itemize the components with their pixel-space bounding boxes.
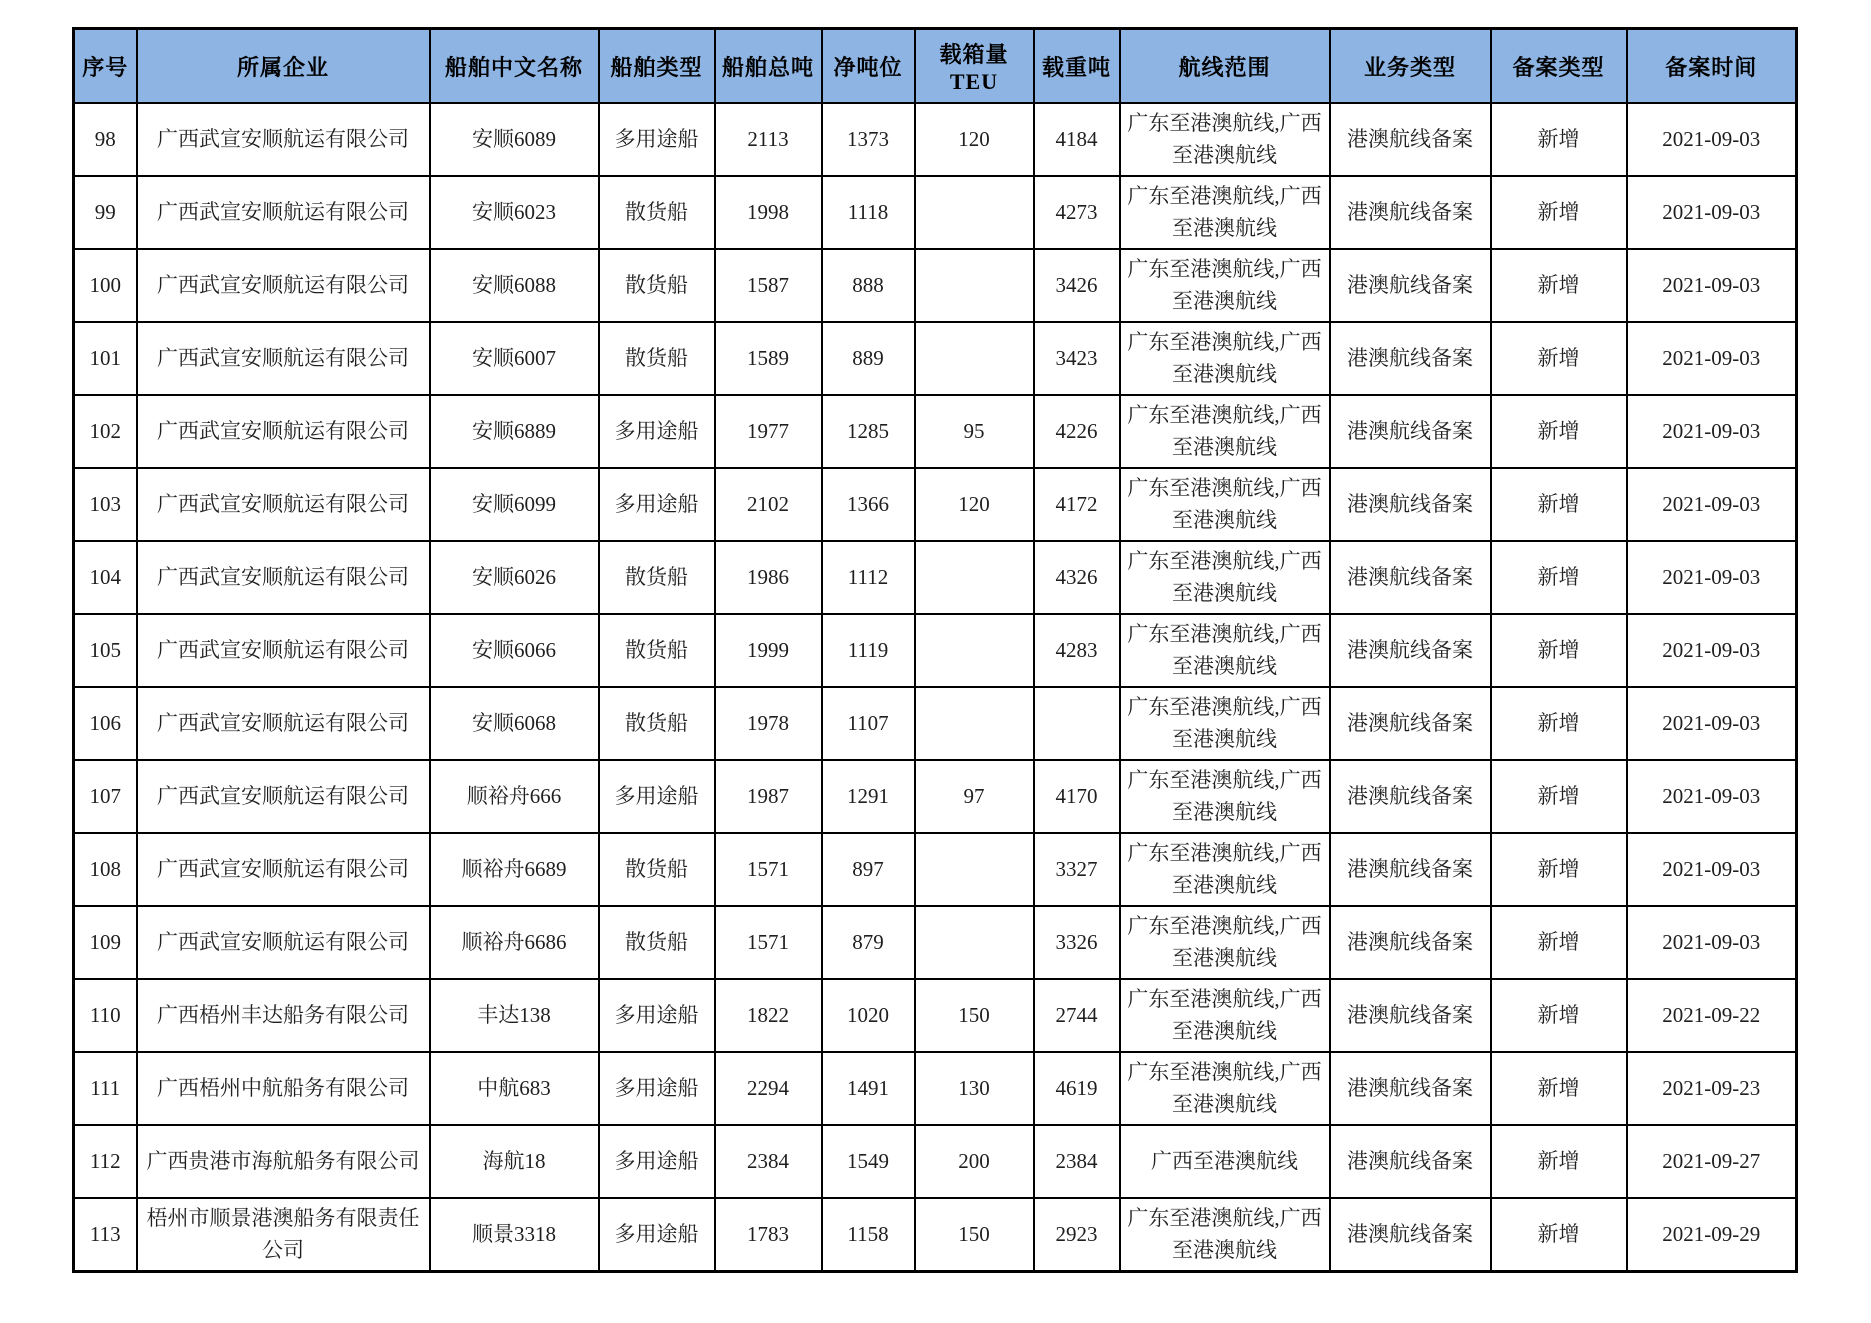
cell-gross-tonnage: 1589 <box>715 322 822 395</box>
cell-seq: 99 <box>74 176 137 249</box>
cell-deadweight: 4619 <box>1034 1052 1120 1125</box>
cell-seq: 98 <box>74 103 137 176</box>
table-row <box>74 395 1797 468</box>
cell-company: 梧州市顺景港澳船务有限责任公司 <box>137 1198 430 1272</box>
cell-teu: 200 <box>915 1125 1034 1198</box>
cell-teu <box>915 906 1034 979</box>
cell-route: 广东至港澳航线,广西至港澳航线 <box>1120 614 1330 687</box>
cell-teu: 120 <box>915 103 1034 176</box>
cell-seq: 102 <box>74 395 137 468</box>
cell-ship-type: 多用途船 <box>599 468 715 541</box>
cell-route: 广东至港澳航线,广西至港澳航线 <box>1120 760 1330 833</box>
cell-filing-type: 新增 <box>1491 1198 1627 1272</box>
cell-filing-type: 新增 <box>1491 541 1627 614</box>
cell-company: 广西武宣安顺航运有限公司 <box>137 541 430 614</box>
cell-ship-name: 海航18 <box>430 1125 599 1198</box>
cell-filing-type: 新增 <box>1491 395 1627 468</box>
cell-filing-date: 2021-09-23 <box>1627 1052 1797 1125</box>
cell-ship-type: 散货船 <box>599 614 715 687</box>
cell-gross-tonnage: 2102 <box>715 468 822 541</box>
cell-business-type: 港澳航线备案 <box>1330 687 1491 760</box>
table-row <box>74 103 1797 176</box>
cell-route: 广东至港澳航线,广西至港澳航线 <box>1120 103 1330 176</box>
header-cell-business-type: 业务类型 <box>1330 29 1491 104</box>
cell-seq: 108 <box>74 833 137 906</box>
cell-gross-tonnage: 1587 <box>715 249 822 322</box>
header-cell-company: 所属企业 <box>137 29 430 104</box>
cell-filing-date: 2021-09-03 <box>1627 395 1797 468</box>
cell-ship-type: 多用途船 <box>599 1198 715 1272</box>
cell-route: 广东至港澳航线,广西至港澳航线 <box>1120 176 1330 249</box>
cell-gross-tonnage: 1783 <box>715 1198 822 1272</box>
cell-ship-name: 安顺6023 <box>430 176 599 249</box>
cell-deadweight: 4184 <box>1034 103 1120 176</box>
cell-filing-date: 2021-09-03 <box>1627 322 1797 395</box>
header-cell-route: 航线范围 <box>1120 29 1330 104</box>
cell-deadweight: 3426 <box>1034 249 1120 322</box>
cell-company: 广西武宣安顺航运有限公司 <box>137 103 430 176</box>
cell-teu <box>915 322 1034 395</box>
cell-seq: 107 <box>74 760 137 833</box>
cell-company: 广西武宣安顺航运有限公司 <box>137 760 430 833</box>
header-cell-net-tonnage: 净吨位 <box>822 29 915 104</box>
cell-company: 广西武宣安顺航运有限公司 <box>137 249 430 322</box>
cell-filing-date: 2021-09-03 <box>1627 687 1797 760</box>
table-row <box>74 249 1797 322</box>
cell-business-type: 港澳航线备案 <box>1330 322 1491 395</box>
cell-ship-type: 多用途船 <box>599 103 715 176</box>
cell-filing-type: 新增 <box>1491 614 1627 687</box>
cell-gross-tonnage: 1571 <box>715 833 822 906</box>
cell-deadweight: 4283 <box>1034 614 1120 687</box>
cell-filing-date: 2021-09-03 <box>1627 833 1797 906</box>
cell-gross-tonnage: 1987 <box>715 760 822 833</box>
cell-ship-type: 多用途船 <box>599 760 715 833</box>
header-cell-deadweight: 载重吨 <box>1034 29 1120 104</box>
cell-filing-type: 新增 <box>1491 687 1627 760</box>
cell-ship-name: 顺景3318 <box>430 1198 599 1272</box>
cell-filing-type: 新增 <box>1491 103 1627 176</box>
cell-route: 广东至港澳航线,广西至港澳航线 <box>1120 979 1330 1052</box>
cell-ship-type: 散货船 <box>599 541 715 614</box>
cell-gross-tonnage: 1571 <box>715 906 822 979</box>
cell-company: 广西武宣安顺航运有限公司 <box>137 395 430 468</box>
cell-net-tonnage: 1119 <box>822 614 915 687</box>
header-cell-ship-type: 船舶类型 <box>599 29 715 104</box>
cell-business-type: 港澳航线备案 <box>1330 541 1491 614</box>
cell-filing-type: 新增 <box>1491 176 1627 249</box>
cell-filing-type: 新增 <box>1491 979 1627 1052</box>
table-header <box>74 29 1797 104</box>
cell-route: 广东至港澳航线,广西至港澳航线 <box>1120 541 1330 614</box>
cell-deadweight: 4226 <box>1034 395 1120 468</box>
cell-company: 广西武宣安顺航运有限公司 <box>137 833 430 906</box>
header-cell-filing-date: 备案时间 <box>1627 29 1797 104</box>
cell-gross-tonnage: 1986 <box>715 541 822 614</box>
cell-deadweight: 4326 <box>1034 541 1120 614</box>
cell-deadweight: 2744 <box>1034 979 1120 1052</box>
cell-teu: 95 <box>915 395 1034 468</box>
cell-route: 广东至港澳航线,广西至港澳航线 <box>1120 468 1330 541</box>
cell-filing-date: 2021-09-29 <box>1627 1198 1797 1272</box>
cell-gross-tonnage: 2384 <box>715 1125 822 1198</box>
cell-ship-name: 顺裕舟6689 <box>430 833 599 906</box>
cell-net-tonnage: 888 <box>822 249 915 322</box>
table-row <box>74 614 1797 687</box>
cell-company: 广西武宣安顺航运有限公司 <box>137 322 430 395</box>
cell-ship-type: 散货船 <box>599 322 715 395</box>
cell-seq: 113 <box>74 1198 137 1272</box>
cell-company: 广西贵港市海航船务有限公司 <box>137 1125 430 1198</box>
cell-ship-type: 散货船 <box>599 176 715 249</box>
header-cell-ship-name: 船舶中文名称 <box>430 29 599 104</box>
cell-filing-date: 2021-09-03 <box>1627 906 1797 979</box>
cell-ship-name: 安顺6889 <box>430 395 599 468</box>
cell-company: 广西武宣安顺航运有限公司 <box>137 906 430 979</box>
cell-teu <box>915 833 1034 906</box>
cell-net-tonnage: 897 <box>822 833 915 906</box>
cell-teu: 130 <box>915 1052 1034 1125</box>
cell-gross-tonnage: 1999 <box>715 614 822 687</box>
cell-net-tonnage: 1285 <box>822 395 915 468</box>
cell-ship-type: 多用途船 <box>599 395 715 468</box>
cell-route: 广东至港澳航线,广西至港澳航线 <box>1120 322 1330 395</box>
cell-net-tonnage: 1020 <box>822 979 915 1052</box>
table-row <box>74 979 1797 1052</box>
cell-route: 广西至港澳航线 <box>1120 1125 1330 1198</box>
cell-deadweight: 4172 <box>1034 468 1120 541</box>
cell-teu: 150 <box>915 979 1034 1052</box>
cell-filing-type: 新增 <box>1491 906 1627 979</box>
header-cell-seq: 序号 <box>74 29 137 104</box>
cell-teu <box>915 687 1034 760</box>
cell-seq: 112 <box>74 1125 137 1198</box>
cell-teu: 120 <box>915 468 1034 541</box>
cell-filing-type: 新增 <box>1491 1052 1627 1125</box>
cell-ship-type: 散货船 <box>599 833 715 906</box>
table-row <box>74 1125 1797 1198</box>
cell-gross-tonnage: 1998 <box>715 176 822 249</box>
header-cell-filing-type: 备案类型 <box>1491 29 1627 104</box>
cell-net-tonnage: 879 <box>822 906 915 979</box>
table-row <box>74 322 1797 395</box>
cell-ship-name: 中航683 <box>430 1052 599 1125</box>
cell-deadweight: 2384 <box>1034 1125 1120 1198</box>
cell-ship-name: 安顺6068 <box>430 687 599 760</box>
cell-filing-date: 2021-09-27 <box>1627 1125 1797 1198</box>
cell-ship-name: 安顺6066 <box>430 614 599 687</box>
cell-ship-name: 顺裕舟666 <box>430 760 599 833</box>
cell-ship-name: 丰达138 <box>430 979 599 1052</box>
cell-company: 广西武宣安顺航运有限公司 <box>137 176 430 249</box>
cell-seq: 104 <box>74 541 137 614</box>
cell-ship-type: 散货船 <box>599 249 715 322</box>
cell-route: 广东至港澳航线,广西至港澳航线 <box>1120 1052 1330 1125</box>
cell-business-type: 港澳航线备案 <box>1330 833 1491 906</box>
cell-seq: 109 <box>74 906 137 979</box>
cell-business-type: 港澳航线备案 <box>1330 249 1491 322</box>
cell-route: 广东至港澳航线,广西至港澳航线 <box>1120 249 1330 322</box>
header-row <box>74 29 1797 104</box>
cell-net-tonnage: 1373 <box>822 103 915 176</box>
cell-deadweight: 3327 <box>1034 833 1120 906</box>
cell-route: 广东至港澳航线,广西至港澳航线 <box>1120 687 1330 760</box>
cell-net-tonnage: 1366 <box>822 468 915 541</box>
cell-teu: 97 <box>915 760 1034 833</box>
cell-route: 广东至港澳航线,广西至港澳航线 <box>1120 906 1330 979</box>
vessel-filing-table <box>72 27 1798 1273</box>
cell-seq: 110 <box>74 979 137 1052</box>
cell-gross-tonnage: 2113 <box>715 103 822 176</box>
cell-business-type: 港澳航线备案 <box>1330 468 1491 541</box>
cell-filing-date: 2021-09-22 <box>1627 979 1797 1052</box>
cell-net-tonnage: 1118 <box>822 176 915 249</box>
cell-business-type: 港澳航线备案 <box>1330 760 1491 833</box>
cell-seq: 111 <box>74 1052 137 1125</box>
cell-business-type: 港澳航线备案 <box>1330 1198 1491 1272</box>
cell-seq: 101 <box>74 322 137 395</box>
cell-filing-type: 新增 <box>1491 322 1627 395</box>
cell-filing-type: 新增 <box>1491 249 1627 322</box>
cell-teu: 150 <box>915 1198 1034 1272</box>
cell-teu <box>915 249 1034 322</box>
cell-company: 广西武宣安顺航运有限公司 <box>137 614 430 687</box>
cell-net-tonnage: 1549 <box>822 1125 915 1198</box>
cell-seq: 100 <box>74 249 137 322</box>
table-row <box>74 906 1797 979</box>
cell-deadweight: 3423 <box>1034 322 1120 395</box>
cell-net-tonnage: 1112 <box>822 541 915 614</box>
table-row <box>74 1198 1797 1272</box>
cell-filing-date: 2021-09-03 <box>1627 760 1797 833</box>
cell-business-type: 港澳航线备案 <box>1330 906 1491 979</box>
cell-filing-type: 新增 <box>1491 1125 1627 1198</box>
cell-company: 广西武宣安顺航运有限公司 <box>137 468 430 541</box>
cell-ship-type: 散货船 <box>599 687 715 760</box>
cell-ship-name: 安顺6088 <box>430 249 599 322</box>
cell-gross-tonnage: 1977 <box>715 395 822 468</box>
cell-filing-date: 2021-09-03 <box>1627 103 1797 176</box>
cell-filing-date: 2021-09-03 <box>1627 468 1797 541</box>
cell-ship-type: 多用途船 <box>599 1052 715 1125</box>
header-cell-teu: 载箱量TEU <box>915 29 1034 104</box>
cell-route: 广东至港澳航线,广西至港澳航线 <box>1120 833 1330 906</box>
cell-route: 广东至港澳航线,广西至港澳航线 <box>1120 1198 1330 1272</box>
table-row <box>74 1052 1797 1125</box>
cell-net-tonnage: 1107 <box>822 687 915 760</box>
cell-ship-type: 多用途船 <box>599 1125 715 1198</box>
cell-gross-tonnage: 1978 <box>715 687 822 760</box>
cell-gross-tonnage: 2294 <box>715 1052 822 1125</box>
cell-seq: 105 <box>74 614 137 687</box>
cell-gross-tonnage: 1822 <box>715 979 822 1052</box>
cell-filing-date: 2021-09-03 <box>1627 176 1797 249</box>
cell-business-type: 港澳航线备案 <box>1330 103 1491 176</box>
cell-net-tonnage: 1491 <box>822 1052 915 1125</box>
cell-business-type: 港澳航线备案 <box>1330 1125 1491 1198</box>
cell-company: 广西武宣安顺航运有限公司 <box>137 687 430 760</box>
table-row <box>74 833 1797 906</box>
cell-filing-type: 新增 <box>1491 468 1627 541</box>
cell-ship-name: 安顺6099 <box>430 468 599 541</box>
cell-ship-name: 安顺6007 <box>430 322 599 395</box>
cell-filing-date: 2021-09-03 <box>1627 614 1797 687</box>
cell-deadweight: 4170 <box>1034 760 1120 833</box>
cell-company: 广西梧州丰达船务有限公司 <box>137 979 430 1052</box>
cell-teu <box>915 614 1034 687</box>
cell-ship-type: 多用途船 <box>599 979 715 1052</box>
cell-business-type: 港澳航线备案 <box>1330 614 1491 687</box>
cell-deadweight: 4273 <box>1034 176 1120 249</box>
header-cell-gross-tonnage: 船舶总吨 <box>715 29 822 104</box>
cell-ship-name: 安顺6026 <box>430 541 599 614</box>
cell-business-type: 港澳航线备案 <box>1330 1052 1491 1125</box>
cell-ship-name: 安顺6089 <box>430 103 599 176</box>
cell-teu <box>915 176 1034 249</box>
table-body <box>74 103 1797 1272</box>
table-row <box>74 687 1797 760</box>
cell-business-type: 港澳航线备案 <box>1330 176 1491 249</box>
cell-deadweight: 3326 <box>1034 906 1120 979</box>
cell-business-type: 港澳航线备案 <box>1330 979 1491 1052</box>
cell-filing-type: 新增 <box>1491 833 1627 906</box>
cell-net-tonnage: 889 <box>822 322 915 395</box>
cell-ship-type: 散货船 <box>599 906 715 979</box>
cell-filing-date: 2021-09-03 <box>1627 541 1797 614</box>
cell-route: 广东至港澳航线,广西至港澳航线 <box>1120 395 1330 468</box>
table-row <box>74 541 1797 614</box>
cell-net-tonnage: 1291 <box>822 760 915 833</box>
cell-seq: 103 <box>74 468 137 541</box>
table-row <box>74 176 1797 249</box>
cell-net-tonnage: 1158 <box>822 1198 915 1272</box>
cell-deadweight <box>1034 687 1120 760</box>
table-row <box>74 468 1797 541</box>
cell-deadweight: 2923 <box>1034 1198 1120 1272</box>
table-row <box>74 760 1797 833</box>
cell-filing-type: 新增 <box>1491 760 1627 833</box>
cell-ship-name: 顺裕舟6686 <box>430 906 599 979</box>
cell-business-type: 港澳航线备案 <box>1330 395 1491 468</box>
cell-teu <box>915 541 1034 614</box>
cell-company: 广西梧州中航船务有限公司 <box>137 1052 430 1125</box>
cell-seq: 106 <box>74 687 137 760</box>
cell-filing-date: 2021-09-03 <box>1627 249 1797 322</box>
